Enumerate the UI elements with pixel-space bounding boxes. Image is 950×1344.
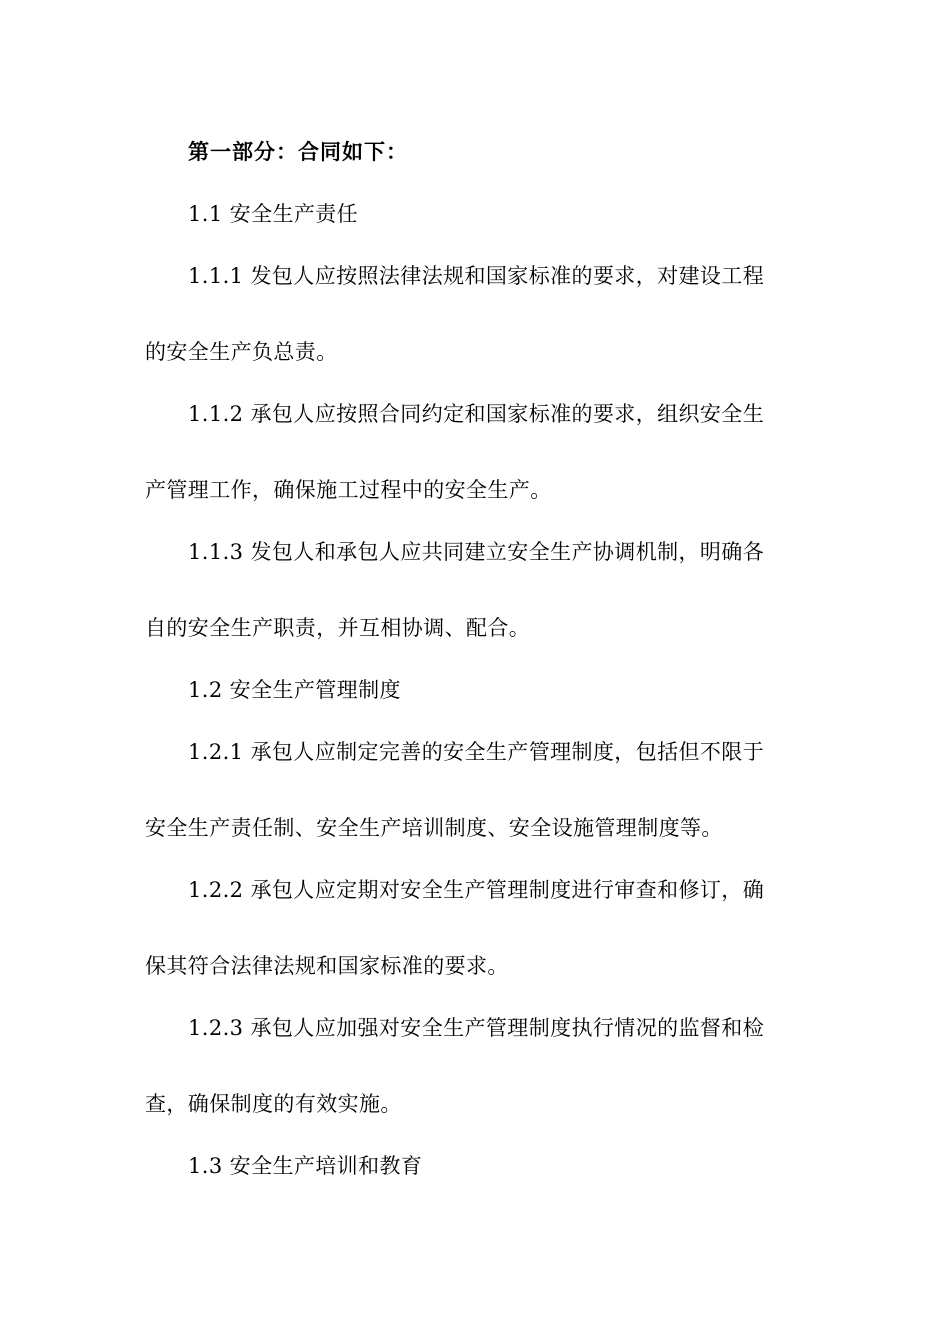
clause-text: 1.1.2 承包人应按照合同约定和国家标准的要求，组织安全生 — [188, 402, 765, 426]
clause-text: 自的安全生产职责，并互相协调、配合。 — [145, 616, 531, 640]
clause-title: 1.1 安全生产责任 — [188, 202, 359, 226]
clause-text: 1.2.1 承包人应制定完善的安全生产管理制度，包括但不限于 — [188, 740, 765, 764]
clause-text: 安全生产责任制、安全生产培训制度、安全设施管理制度等。 — [145, 816, 723, 840]
clause-text: 1.1.1 发包人应按照法律法规和国家标准的要求，对建设工程 — [188, 264, 765, 288]
clause-text: 保其符合法律法规和国家标准的要求。 — [145, 954, 509, 978]
clause-text: 产管理工作，确保施工过程中的安全生产。 — [145, 478, 552, 502]
clause-text: 1.2.2 承包人应定期对安全生产管理制度进行审查和修订，确 — [188, 878, 765, 902]
clause-text: 查，确保制度的有效实施。 — [145, 1092, 402, 1116]
section-heading: 第一部分：合同如下： — [188, 140, 408, 164]
clause-text: 1.1.3 发包人和承包人应共同建立安全生产协调机制，明确各 — [188, 540, 765, 564]
clause-title: 1.2 安全生产管理制度 — [188, 678, 401, 702]
clause-text: 1.2.3 承包人应加强对安全生产管理制度执行情况的监督和检 — [188, 1016, 765, 1040]
clause-title: 1.3 安全生产培训和教育 — [188, 1154, 423, 1178]
clause-text: 的安全生产负总责。 — [145, 340, 338, 364]
